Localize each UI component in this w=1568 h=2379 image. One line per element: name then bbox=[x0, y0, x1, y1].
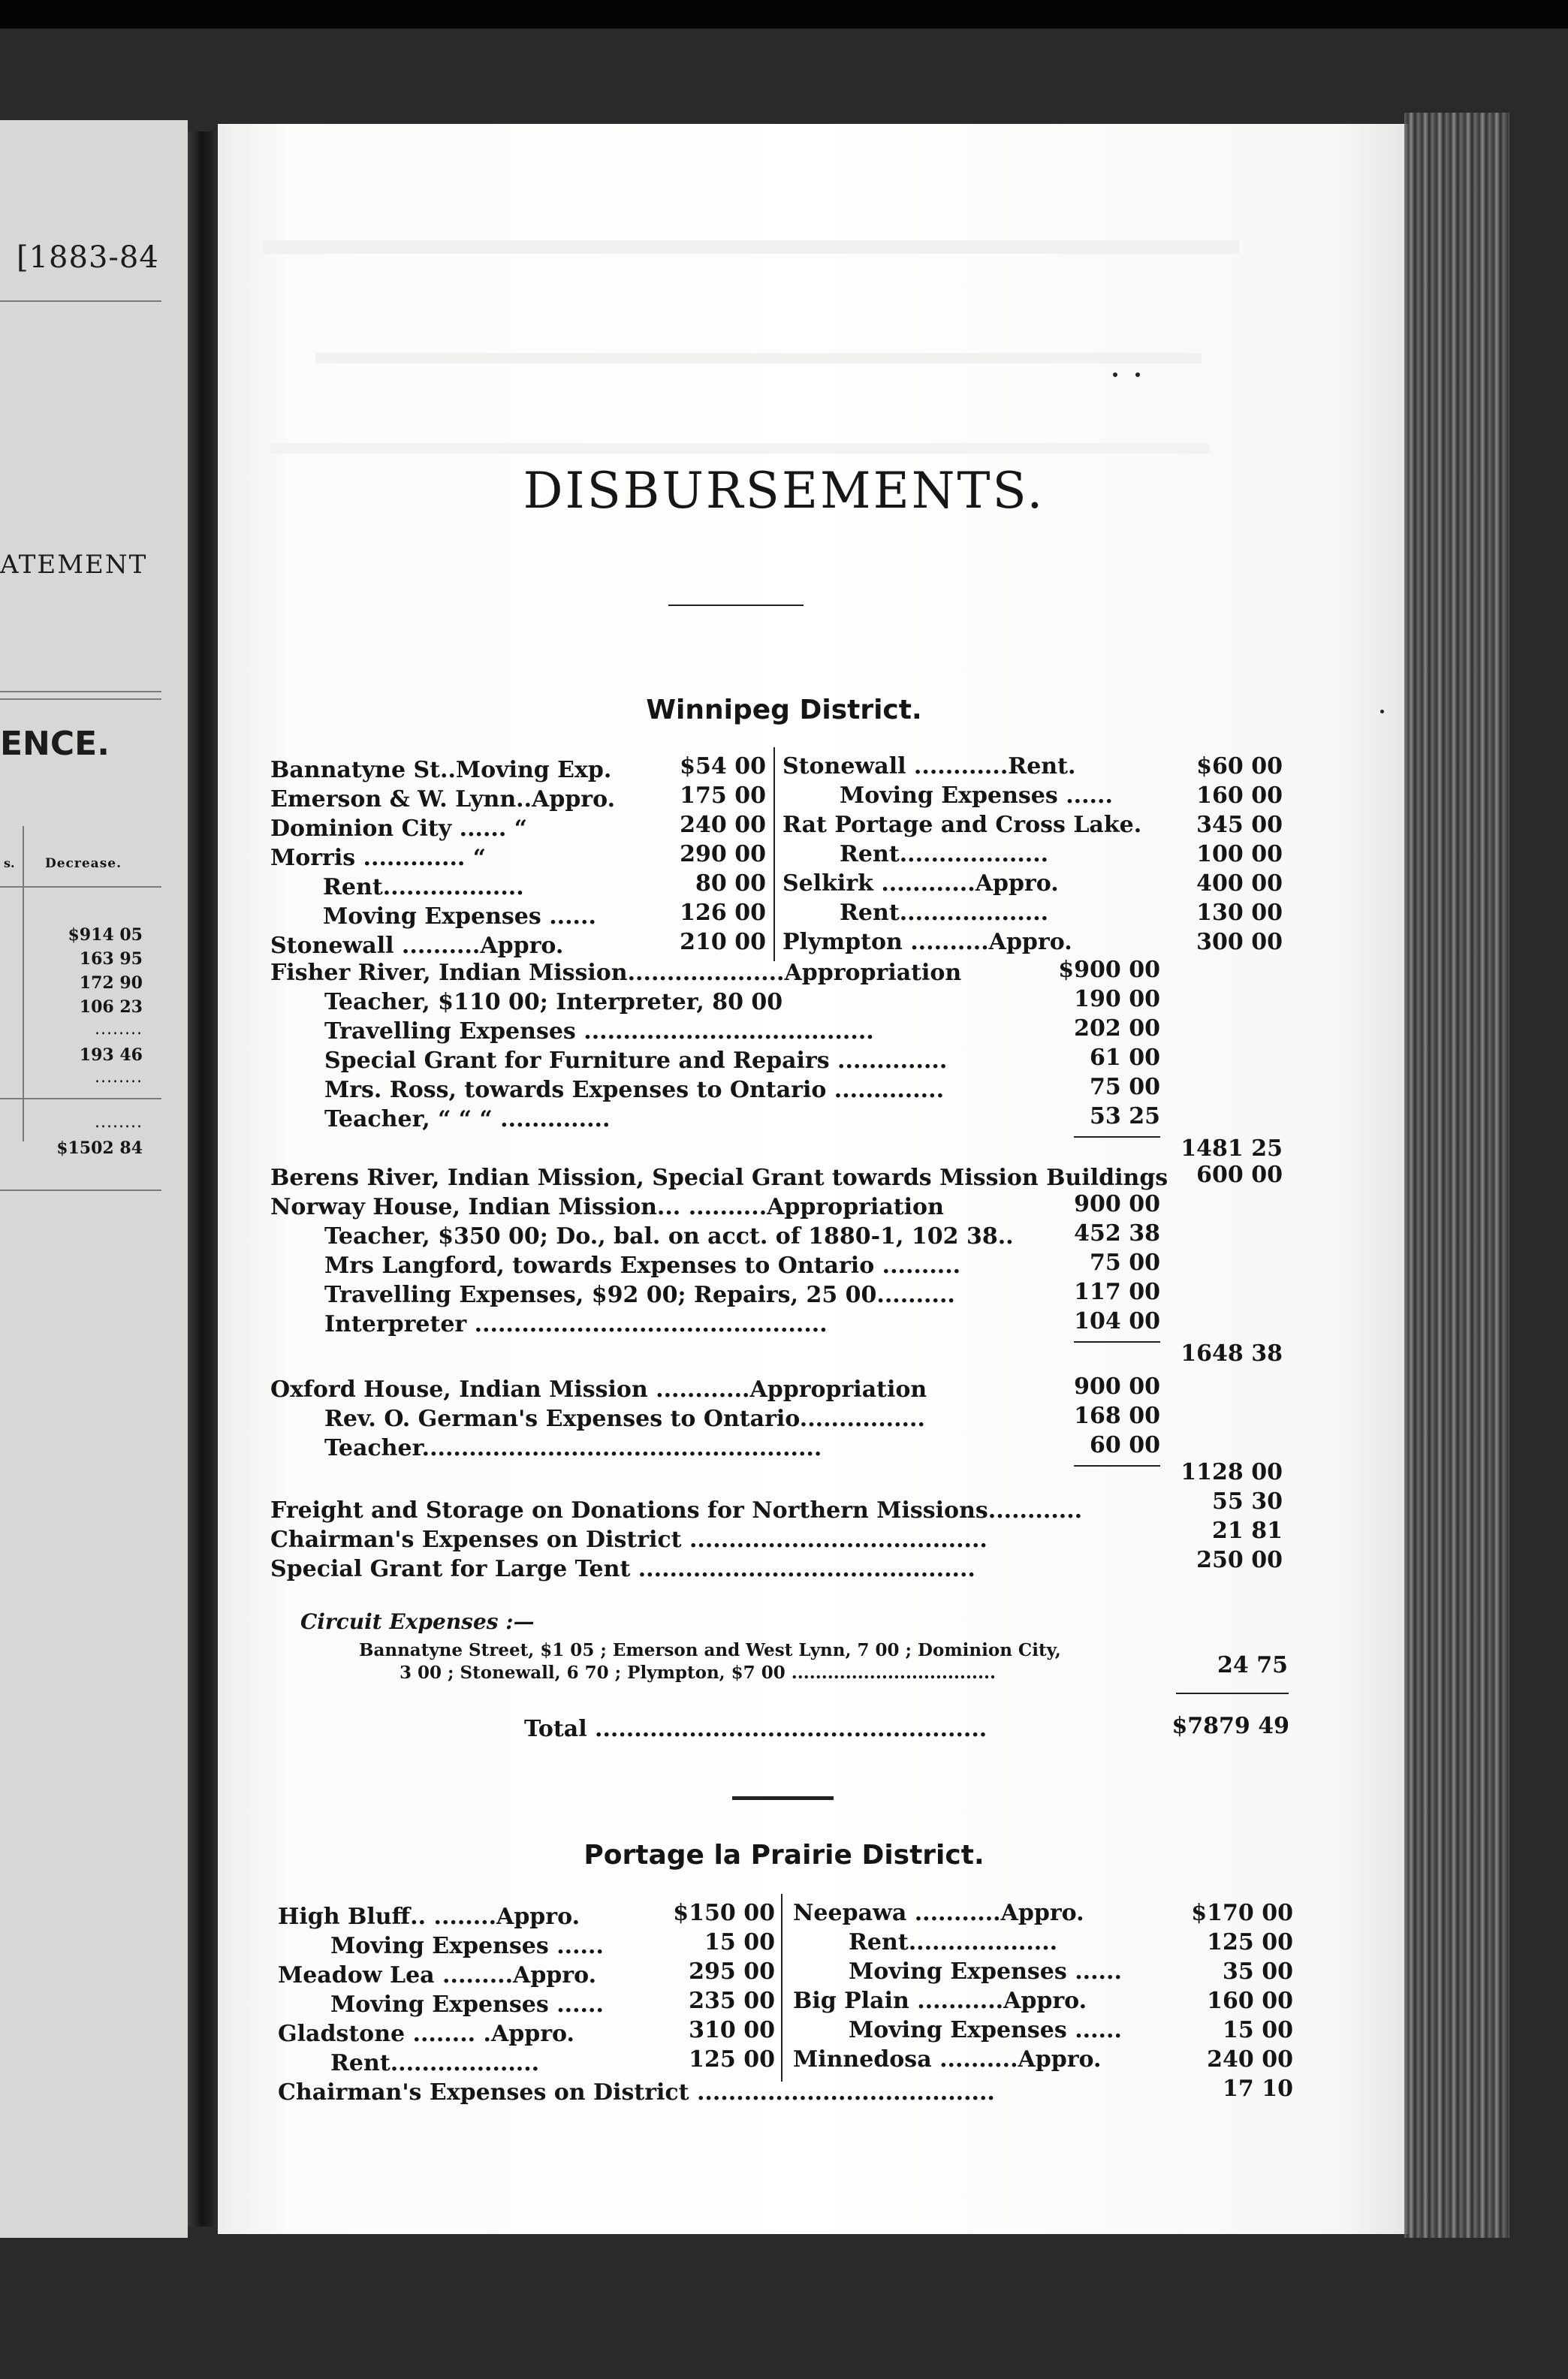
winnipeg-right-label: Selkirk ............Appro. bbox=[782, 870, 1059, 897]
portage-right-amount: 125 00 bbox=[1207, 1929, 1293, 1955]
portage-right-label: Moving Expenses ...... bbox=[849, 2017, 1122, 2043]
misc-expense-amount: 55 30 bbox=[1212, 1488, 1283, 1515]
norway-house-appropriation: 900 00 bbox=[1074, 1191, 1160, 1217]
portage-left-label: Gladstone ........ .Appro. bbox=[278, 2021, 574, 2047]
left-page-heading-fragment: ATEMENT bbox=[0, 550, 148, 580]
winnipeg-left-label: Stonewall ..........Appro. bbox=[270, 933, 564, 959]
oxford-house-item-amount: 60 00 bbox=[1090, 1432, 1160, 1458]
norway-house-item: Teacher, $350 00; Do., bal. on acct. of 1880-1, 102 38.. bbox=[324, 1223, 1014, 1250]
misc-expense-amount: 21 81 bbox=[1212, 1518, 1283, 1544]
winnipeg-total-label: Total .................................................. bbox=[524, 1716, 988, 1742]
portage-right-label: Big Plain ...........Appro. bbox=[793, 1988, 1087, 2014]
norway-house-item-amount: 104 00 bbox=[1074, 1308, 1160, 1334]
fisher-river-item: Special Grant for Furniture and Repairs .............. bbox=[324, 1048, 948, 1074]
winnipeg-right-label: Moving Expenses ...... bbox=[840, 782, 1113, 809]
winnipeg-right-amount: 400 00 bbox=[1196, 870, 1283, 897]
portage-right-label: Neepawa ...........Appro. bbox=[793, 1900, 1084, 1926]
oxford-house-item-amount: 168 00 bbox=[1074, 1403, 1160, 1429]
bleed-through bbox=[315, 353, 1202, 363]
fisher-river-item: Teacher, “ “ “ .............. bbox=[324, 1106, 611, 1132]
oxford-house-item: Teacher................................................... bbox=[324, 1435, 822, 1461]
winnipeg-right-amount: 300 00 bbox=[1196, 929, 1283, 955]
decrease-value: $914 05 bbox=[68, 925, 143, 945]
portage-left-amount: 295 00 bbox=[689, 1958, 775, 1985]
winnipeg-left-amount: 126 00 bbox=[680, 900, 766, 926]
portage-right-amount: $170 00 bbox=[1191, 1900, 1293, 1926]
decrease-col-head: Decrease. bbox=[45, 856, 122, 871]
winnipeg-left-amount: 210 00 bbox=[680, 929, 766, 955]
speck bbox=[1135, 372, 1140, 377]
winnipeg-right-amount: $60 00 bbox=[1196, 753, 1283, 779]
portage-left-label: Rent................... bbox=[330, 2050, 540, 2076]
decrease-value: 193 46 bbox=[79, 1045, 143, 1065]
fisher-river-item: Teacher, $110 00; Interpreter, 80 00 bbox=[324, 989, 783, 1015]
portage-left-label: Moving Expenses ...... bbox=[330, 1933, 604, 1959]
fisher-river-item-amount: 75 00 bbox=[1090, 1074, 1160, 1100]
portage-chairman-label: Chairman's Expenses on District ...................................... bbox=[278, 2079, 995, 2106]
winnipeg-left-label: Rent.................. bbox=[323, 874, 524, 900]
winnipeg-right-label: Stonewall ............Rent. bbox=[782, 753, 1076, 779]
norway-house-item: Mrs Langford, towards Expenses to Ontario .......... bbox=[324, 1253, 961, 1279]
left-page-rule bbox=[0, 1098, 161, 1099]
winnipeg-right-label: Rat Portage and Cross Lake. bbox=[782, 812, 1142, 838]
portage-left-amount: 310 00 bbox=[689, 2017, 775, 2043]
portage-left-label: Meadow Lea .........Appro. bbox=[278, 1962, 597, 1989]
fisher-river-item-amount: 190 00 bbox=[1074, 986, 1160, 1012]
decrease-dots: ........ bbox=[95, 1113, 143, 1132]
bleed-through bbox=[263, 240, 1239, 254]
winnipeg-left-amount: 175 00 bbox=[680, 782, 766, 809]
subtotal-rule bbox=[1074, 1136, 1160, 1138]
winnipeg-total-amount: $7879 49 bbox=[1171, 1713, 1289, 1739]
page-edges bbox=[1404, 113, 1509, 2238]
fisher-river-total: 1481 25 bbox=[1181, 1135, 1283, 1162]
speck bbox=[1380, 710, 1384, 713]
norway-house-head: Norway House, Indian Mission... ..........Appropriation bbox=[270, 1194, 944, 1220]
decrease-total: $1502 84 bbox=[56, 1138, 143, 1158]
winnipeg-right-amount: 345 00 bbox=[1196, 812, 1283, 838]
left-facing-page bbox=[0, 120, 188, 2238]
left-page-col-rule bbox=[23, 826, 24, 1141]
winnipeg-right-amount: 130 00 bbox=[1196, 900, 1283, 926]
decrease-value: 106 23 bbox=[79, 997, 143, 1017]
winnipeg-left-label: Emerson & W. Lynn..Appro. bbox=[270, 786, 616, 813]
total-rule bbox=[1176, 1693, 1289, 1694]
book-gutter bbox=[188, 131, 213, 2227]
norway-house-item-amount: 452 38 bbox=[1074, 1220, 1160, 1247]
left-page-rule bbox=[0, 300, 161, 302]
portage-left-amount: 15 00 bbox=[704, 1929, 775, 1955]
portage-right-label: Minnedosa ..........Appro. bbox=[793, 2046, 1102, 2073]
winnipeg-left-amount: 80 00 bbox=[695, 870, 766, 897]
winnipeg-left-amount: 290 00 bbox=[680, 841, 766, 867]
title-rule bbox=[668, 605, 804, 606]
winnipeg-left-amount: $54 00 bbox=[680, 753, 766, 779]
oxford-house-appropriation: 900 00 bbox=[1074, 1373, 1160, 1400]
norway-house-item-amount: 75 00 bbox=[1090, 1250, 1160, 1276]
subtotal-rule bbox=[1074, 1465, 1160, 1467]
norway-house-item-amount: 117 00 bbox=[1074, 1279, 1160, 1305]
fisher-river-item-amount: 202 00 bbox=[1074, 1015, 1160, 1042]
fisher-river-head: Fisher River, Indian Mission....................Appropriation bbox=[270, 960, 962, 986]
left-page-date: [1883-84 bbox=[17, 240, 159, 275]
decrease-dots: ........ bbox=[95, 1068, 143, 1087]
winnipeg-left-label: Dominion City ...... “ bbox=[270, 816, 528, 842]
norway-house-item: Interpreter ............................................. bbox=[324, 1311, 828, 1337]
decrease-dots: ........ bbox=[95, 1020, 143, 1039]
portage-right-amount: 15 00 bbox=[1223, 2017, 1293, 2043]
left-page-rule bbox=[0, 1190, 161, 1191]
berens-river-amount: 600 00 bbox=[1196, 1162, 1283, 1188]
column-divider bbox=[773, 747, 775, 961]
portage-right-label: Rent................... bbox=[849, 1929, 1058, 1955]
winnipeg-left-amount: 240 00 bbox=[680, 812, 766, 838]
winnipeg-right-amount: 160 00 bbox=[1196, 782, 1283, 809]
left-col-head: s. bbox=[4, 856, 15, 870]
circuit-expenses-amount: 24 75 bbox=[1217, 1652, 1288, 1678]
portage-right-amount: 240 00 bbox=[1207, 2046, 1293, 2073]
misc-expense-label: Chairman's Expenses on District ...................................... bbox=[270, 1527, 988, 1553]
circuit-expenses-line: Bannatyne Street, $1 05 ; Emerson and West Lynn, 7 00 ; Dominion City, bbox=[359, 1640, 1061, 1660]
bleed-through bbox=[270, 443, 1209, 454]
fisher-river-appropriation: $900 00 bbox=[1058, 957, 1160, 983]
portage-left-amount: 125 00 bbox=[689, 2046, 775, 2073]
portage-left-amount: 235 00 bbox=[689, 1988, 775, 2014]
winnipeg-left-label: Moving Expenses ...... bbox=[323, 903, 596, 930]
misc-expense-label: Special Grant for Large Tent ........................................... bbox=[270, 1556, 975, 1582]
circuit-expenses-heading: Circuit Expenses :— bbox=[300, 1609, 535, 1634]
page-title: DISBURSEMENTS. bbox=[523, 462, 1045, 520]
portage-left-label: High Bluff.. ........Appro. bbox=[278, 1904, 580, 1930]
oxford-house-item: Rev. O. German's Expenses to Ontario................ bbox=[324, 1406, 925, 1432]
fisher-river-item: Mrs. Ross, towards Expenses to Ontario .............. bbox=[324, 1077, 945, 1103]
berens-river-label: Berens River, Indian Mission, Special Grant towards Mission Buildings bbox=[270, 1165, 1168, 1191]
norway-house-total: 1648 38 bbox=[1181, 1340, 1283, 1367]
portage-right-amount: 160 00 bbox=[1207, 1988, 1293, 2014]
portage-right-amount: 35 00 bbox=[1223, 1958, 1293, 1985]
winnipeg-left-label: Morris ............. “ bbox=[270, 845, 487, 871]
winnipeg-right-label: Plympton ..........Appro. bbox=[782, 929, 1072, 955]
circuit-expenses-line: 3 00 ; Stonewall, 6 70 ; Plympton, $7 00 .................................. bbox=[400, 1663, 996, 1683]
oxford-house-total: 1128 00 bbox=[1181, 1459, 1283, 1485]
left-page-rule bbox=[0, 691, 161, 692]
decrease-value: 163 95 bbox=[79, 949, 143, 969]
section-divider bbox=[732, 1796, 834, 1800]
subtotal-rule bbox=[1074, 1341, 1160, 1343]
decrease-value: 172 90 bbox=[79, 973, 143, 993]
misc-expense-label: Freight and Storage on Donations for Northern Missions............ bbox=[270, 1497, 1083, 1524]
oxford-house-head: Oxford House, Indian Mission ............Appropriation bbox=[270, 1376, 927, 1403]
winnipeg-right-label: Rent................... bbox=[840, 900, 1049, 926]
portage-chairman-amount: 17 10 bbox=[1223, 2076, 1293, 2102]
winnipeg-district-heading: Winnipeg District. bbox=[646, 695, 922, 725]
speck bbox=[1113, 372, 1117, 377]
portage-left-label: Moving Expenses ...... bbox=[330, 1992, 604, 2018]
left-page-subheading-fragment: ENCE. bbox=[0, 725, 110, 763]
winnipeg-right-amount: 100 00 bbox=[1196, 841, 1283, 867]
winnipeg-right-label: Rent................... bbox=[840, 841, 1049, 867]
portage-left-amount: $150 00 bbox=[673, 1900, 775, 1926]
left-page-rule bbox=[0, 886, 161, 888]
column-divider bbox=[781, 1894, 782, 2082]
fisher-river-item-amount: 61 00 bbox=[1090, 1045, 1160, 1071]
misc-expense-amount: 250 00 bbox=[1196, 1547, 1283, 1573]
fisher-river-item-amount: 53 25 bbox=[1090, 1103, 1160, 1129]
portage-right-label: Moving Expenses ...... bbox=[849, 1958, 1122, 1985]
winnipeg-left-label: Bannatyne St..Moving Exp. bbox=[270, 757, 612, 783]
scanner-edge bbox=[0, 0, 1568, 29]
fisher-river-item: Travelling Expenses ..................................... bbox=[324, 1018, 874, 1045]
norway-house-item: Travelling Expenses, $92 00; Repairs, 25 00.......... bbox=[324, 1282, 955, 1308]
portage-district-heading: Portage la Prairie District. bbox=[583, 1840, 985, 1871]
